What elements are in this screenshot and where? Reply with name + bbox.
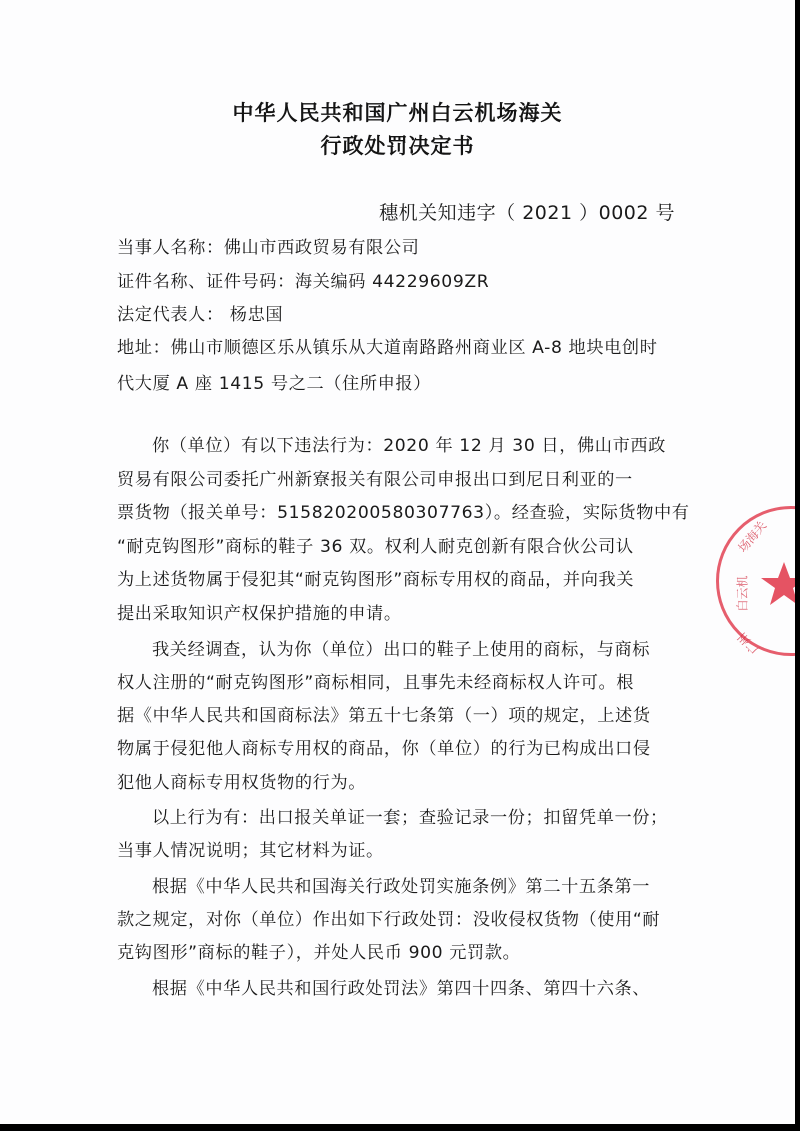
paragraph-1-line: “耐克钩图形”商标的鞋子 36 双。权利人耐克创新有限合伙公司认 [117, 537, 634, 557]
paragraph-3-line: 当事人情况说明；其它材料为证。 [117, 841, 384, 861]
paragraph-2-line: 犯他人商标专用权货物的行为。 [117, 773, 367, 793]
paragraph-3-line: 以上行为有：出口报关单证一套；查验记录一份；扣留凭单一份； [152, 808, 668, 828]
paragraph-5-line: 根据《中华人民共和国行政处罚法》第四十四条、第四十六条、 [152, 979, 651, 999]
paragraph-4-line: 根据《中华人民共和国海关行政处罚实施条例》第二十五条第一 [152, 877, 651, 897]
paragraph-4-line: 款之规定，对你（单位）作出如下行政处罚：没收侵权货物（使用“耐 [117, 910, 661, 930]
seal-star-icon [760, 560, 795, 608]
address-line-1: 地址：佛山市顺德区乐从镇乐从大道南路路州商业区 A-8 地块电创时 [117, 338, 658, 358]
seal-text: 广州 [734, 629, 762, 657]
seal-text: 场海关 [735, 518, 770, 556]
paragraph-2-line: 据《中华人民共和国商标法》第五十七条第（一）项的规定，上述货 [117, 706, 651, 726]
address-line-2: 代大厦 A 座 1415 号之二（住所申报） [117, 374, 431, 394]
paragraph-2-line: 权人注册的“耐克钩图形”商标相同，且事先未经商标权人许可。根 [117, 673, 635, 693]
reference-number: 穗机关知违字（ 2021 ）0002 号 [379, 202, 675, 224]
paragraph-1-line: 贸易有限公司委托广州新寮报关有限公司申报出口到尼日利亚的一 [117, 470, 633, 490]
seal-text: 白云机 [735, 575, 750, 612]
document-title-line2: 行政处罚决定书 [320, 134, 475, 158]
document-title-line1: 中华人民共和国广州白云机场海关 [232, 101, 563, 125]
paragraph-1-line: 票货物（报关单号：515820200580307763）。经查验，实际货物中有 [117, 503, 690, 523]
party-name: 当事人名称：佛山市西政贸易有限公司 [117, 238, 420, 258]
paragraph-1-line: 为上述货物属于侵犯其“耐克钩图形”商标专用权的商品，并向我关 [117, 570, 635, 590]
paragraph-1-line: 你（单位）有以下违法行为：2020 年 12 月 30 日，佛山市西政 [152, 436, 666, 456]
paragraph-2-line: 物属于侵犯他人商标专用权的商品，你（单位）的行为已构成出口侵 [117, 739, 651, 759]
paragraph-2-line: 我关经调查，认为你（单位）出口的鞋子上使用的商标，与商标 [152, 640, 651, 660]
paragraph-4-line: 克钩图形”商标的鞋子），并处人民币 900 元罚款。 [117, 943, 521, 963]
legal-representative: 法定代表人： 杨忠国 [117, 305, 284, 325]
party-id: 证件名称、证件号码：海关编码 44229609ZR [117, 272, 490, 292]
paragraph-1-line: 提出采取知识产权保护措施的申请。 [117, 604, 402, 624]
